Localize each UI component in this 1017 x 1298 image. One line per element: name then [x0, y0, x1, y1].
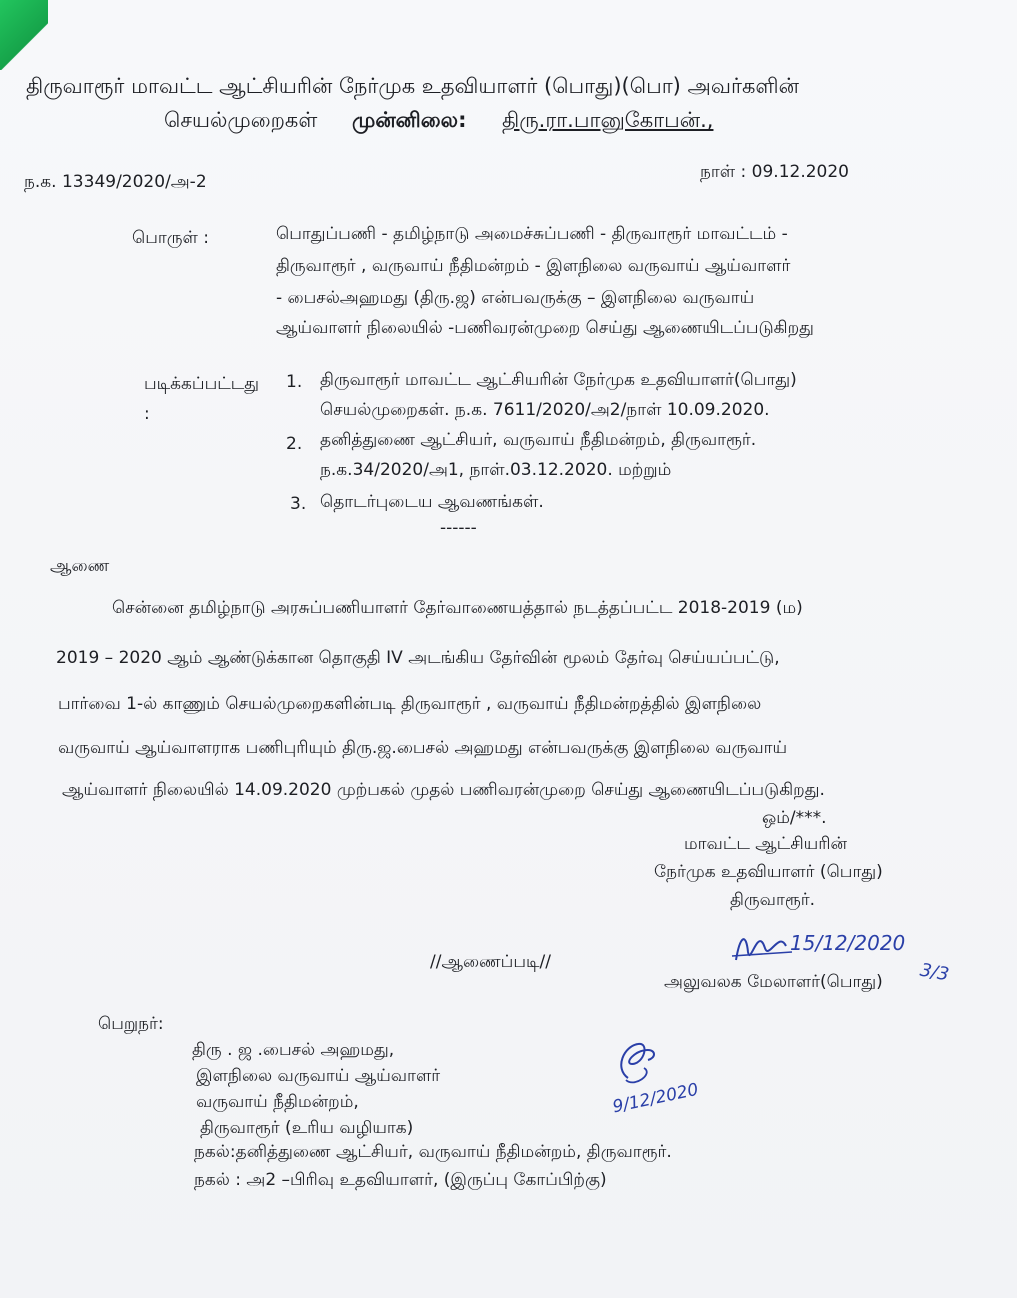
header-line-1: திருவாரூர் மாவட்ட ஆட்சியரின் நேர்முக உதவியாளர் (பொது)(பொ) அவர்களின்: [26, 74, 799, 98]
office-manager-title: அலுவலக மேலாளர்(பொது): [664, 972, 883, 992]
subject-line: திருவாரூர் , வருவாய் நீதிமன்றம் - இளநிலை வருவாய் ஆய்வாளர்: [276, 256, 791, 276]
subject-line: ஆய்வாளர் நிலையில் -பணிவரன்முறை செய்து ஆணையிடப்படுகிறது: [276, 318, 814, 338]
signatory-line: திருவாரூர்.: [730, 890, 816, 910]
order-line: சென்னை தமிழ்நாடு அரசுப்பணியாளர் தேர்வாணையத்தால் நடத்தப்பட்ட 2018-2019 (ம): [112, 598, 803, 618]
header-presence-name: திரு.ரா.பானுகோபன்.,: [502, 108, 714, 132]
subject-line: பொதுப்பணி - தமிழ்நாடு அமைச்சுப்பணி - திருவாரூர் மாவட்டம் -: [276, 224, 788, 244]
recipient-line: திரு . ஜ .பைசல் அஹமது,: [192, 1040, 395, 1060]
references-colon: :: [144, 404, 150, 424]
copy-line: நகல்:தனித்துணை ஆட்சியர், வருவாய் நீதிமன்றம், திருவாரூர்.: [194, 1142, 672, 1162]
header-presence-label: முன்னிலை:: [352, 108, 467, 132]
subject-label: பொருள் :: [132, 228, 209, 248]
recipient-label: பெறுநர்:: [98, 1014, 164, 1034]
handwritten-receipt-date: 9/12/2020: [610, 1079, 701, 1118]
signed-mark: ஒம்/***.: [762, 808, 827, 828]
receipt-initials: [604, 1028, 724, 1118]
recipient-line: வருவாய் நீதிமன்றம்,: [196, 1092, 359, 1112]
order-line: ஆய்வாளர் நிலையில் 14.09.2020 முற்பகல் முதல் பணிவரன்முறை செய்து ஆணையிடப்படுகிறது.: [62, 780, 825, 800]
reference-item-number: 1.: [286, 372, 303, 392]
office-manager-signature: [728, 916, 908, 978]
reference-item-line: செயல்முறைகள். ந.க. 7611/2020/அ2/நாள் 10.09.2020.: [320, 400, 770, 420]
green-clip: [0, 0, 48, 70]
reference-item-number: 2.: [286, 434, 303, 454]
reference-item-line: திருவாரூர் மாவட்ட ஆட்சியரின் நேர்முக உதவியாளர்(பொது): [320, 370, 797, 390]
references-label: படிக்கப்பட்டது: [144, 374, 260, 394]
handwritten-date: 15/12/2020: [790, 931, 906, 955]
recipient-line: திருவாரூர் (உரிய வழியாக): [200, 1118, 414, 1138]
reference-item-line: தனித்துணை ஆட்சியர், வருவாய் நீதிமன்றம், திருவாரூர்.: [320, 430, 757, 450]
reference-item-line: தொடர்புடைய ஆவணங்கள்.: [320, 492, 544, 512]
order-line: 2019 – 2020 ஆம் ஆண்டுக்கான தொகுதி IV அடங்கிய தேர்வின் மூலம் தேர்வு செய்யப்பட்டு,: [56, 648, 780, 668]
by-order: //ஆணைப்படி//: [430, 952, 551, 972]
copy-line: நகல் : அ2 –பிரிவு உதவியாளர், (இருப்பு கோப்பிற்கு): [194, 1170, 607, 1190]
references-divider: ------: [440, 518, 477, 538]
signatory-line: நேர்முக உதவியாளர் (பொது): [654, 862, 883, 882]
reference-item-number: 3.: [290, 494, 307, 514]
reference-item-line: ந.க.34/2020/அ1, நாள்.03.12.2020. மற்றும்: [320, 460, 672, 480]
signatory-line: மாவட்ட ஆட்சியரின்: [684, 834, 847, 854]
recipient-line: இளநிலை வருவாய் ஆய்வாளர்: [196, 1066, 441, 1086]
order-heading: ஆணை: [50, 556, 110, 576]
reference-number: ந.க. 13349/2020/அ-2: [24, 172, 207, 192]
page-mark: 3/3: [918, 959, 951, 986]
order-line: வருவாய் ஆய்வாளராக பணிபுரியும் திரு.ஜ.பைசல் அஹமது என்பவருக்கு இளநிலை வருவாய்: [58, 738, 788, 758]
order-line: பார்வை 1-ல் காணும் செயல்முறைகளின்படி திருவாரூர் , வருவாய் நீதிமன்றத்தில் இளநிலை: [58, 694, 762, 714]
reference-date: நாள் : 09.12.2020: [700, 162, 849, 182]
header-line-2-prefix: செயல்முறைகள்: [164, 108, 318, 132]
subject-line: - பைசல்அஹமது (திரு.ஜ) என்பவருக்கு – இளநிலை வருவாய்: [276, 288, 755, 308]
